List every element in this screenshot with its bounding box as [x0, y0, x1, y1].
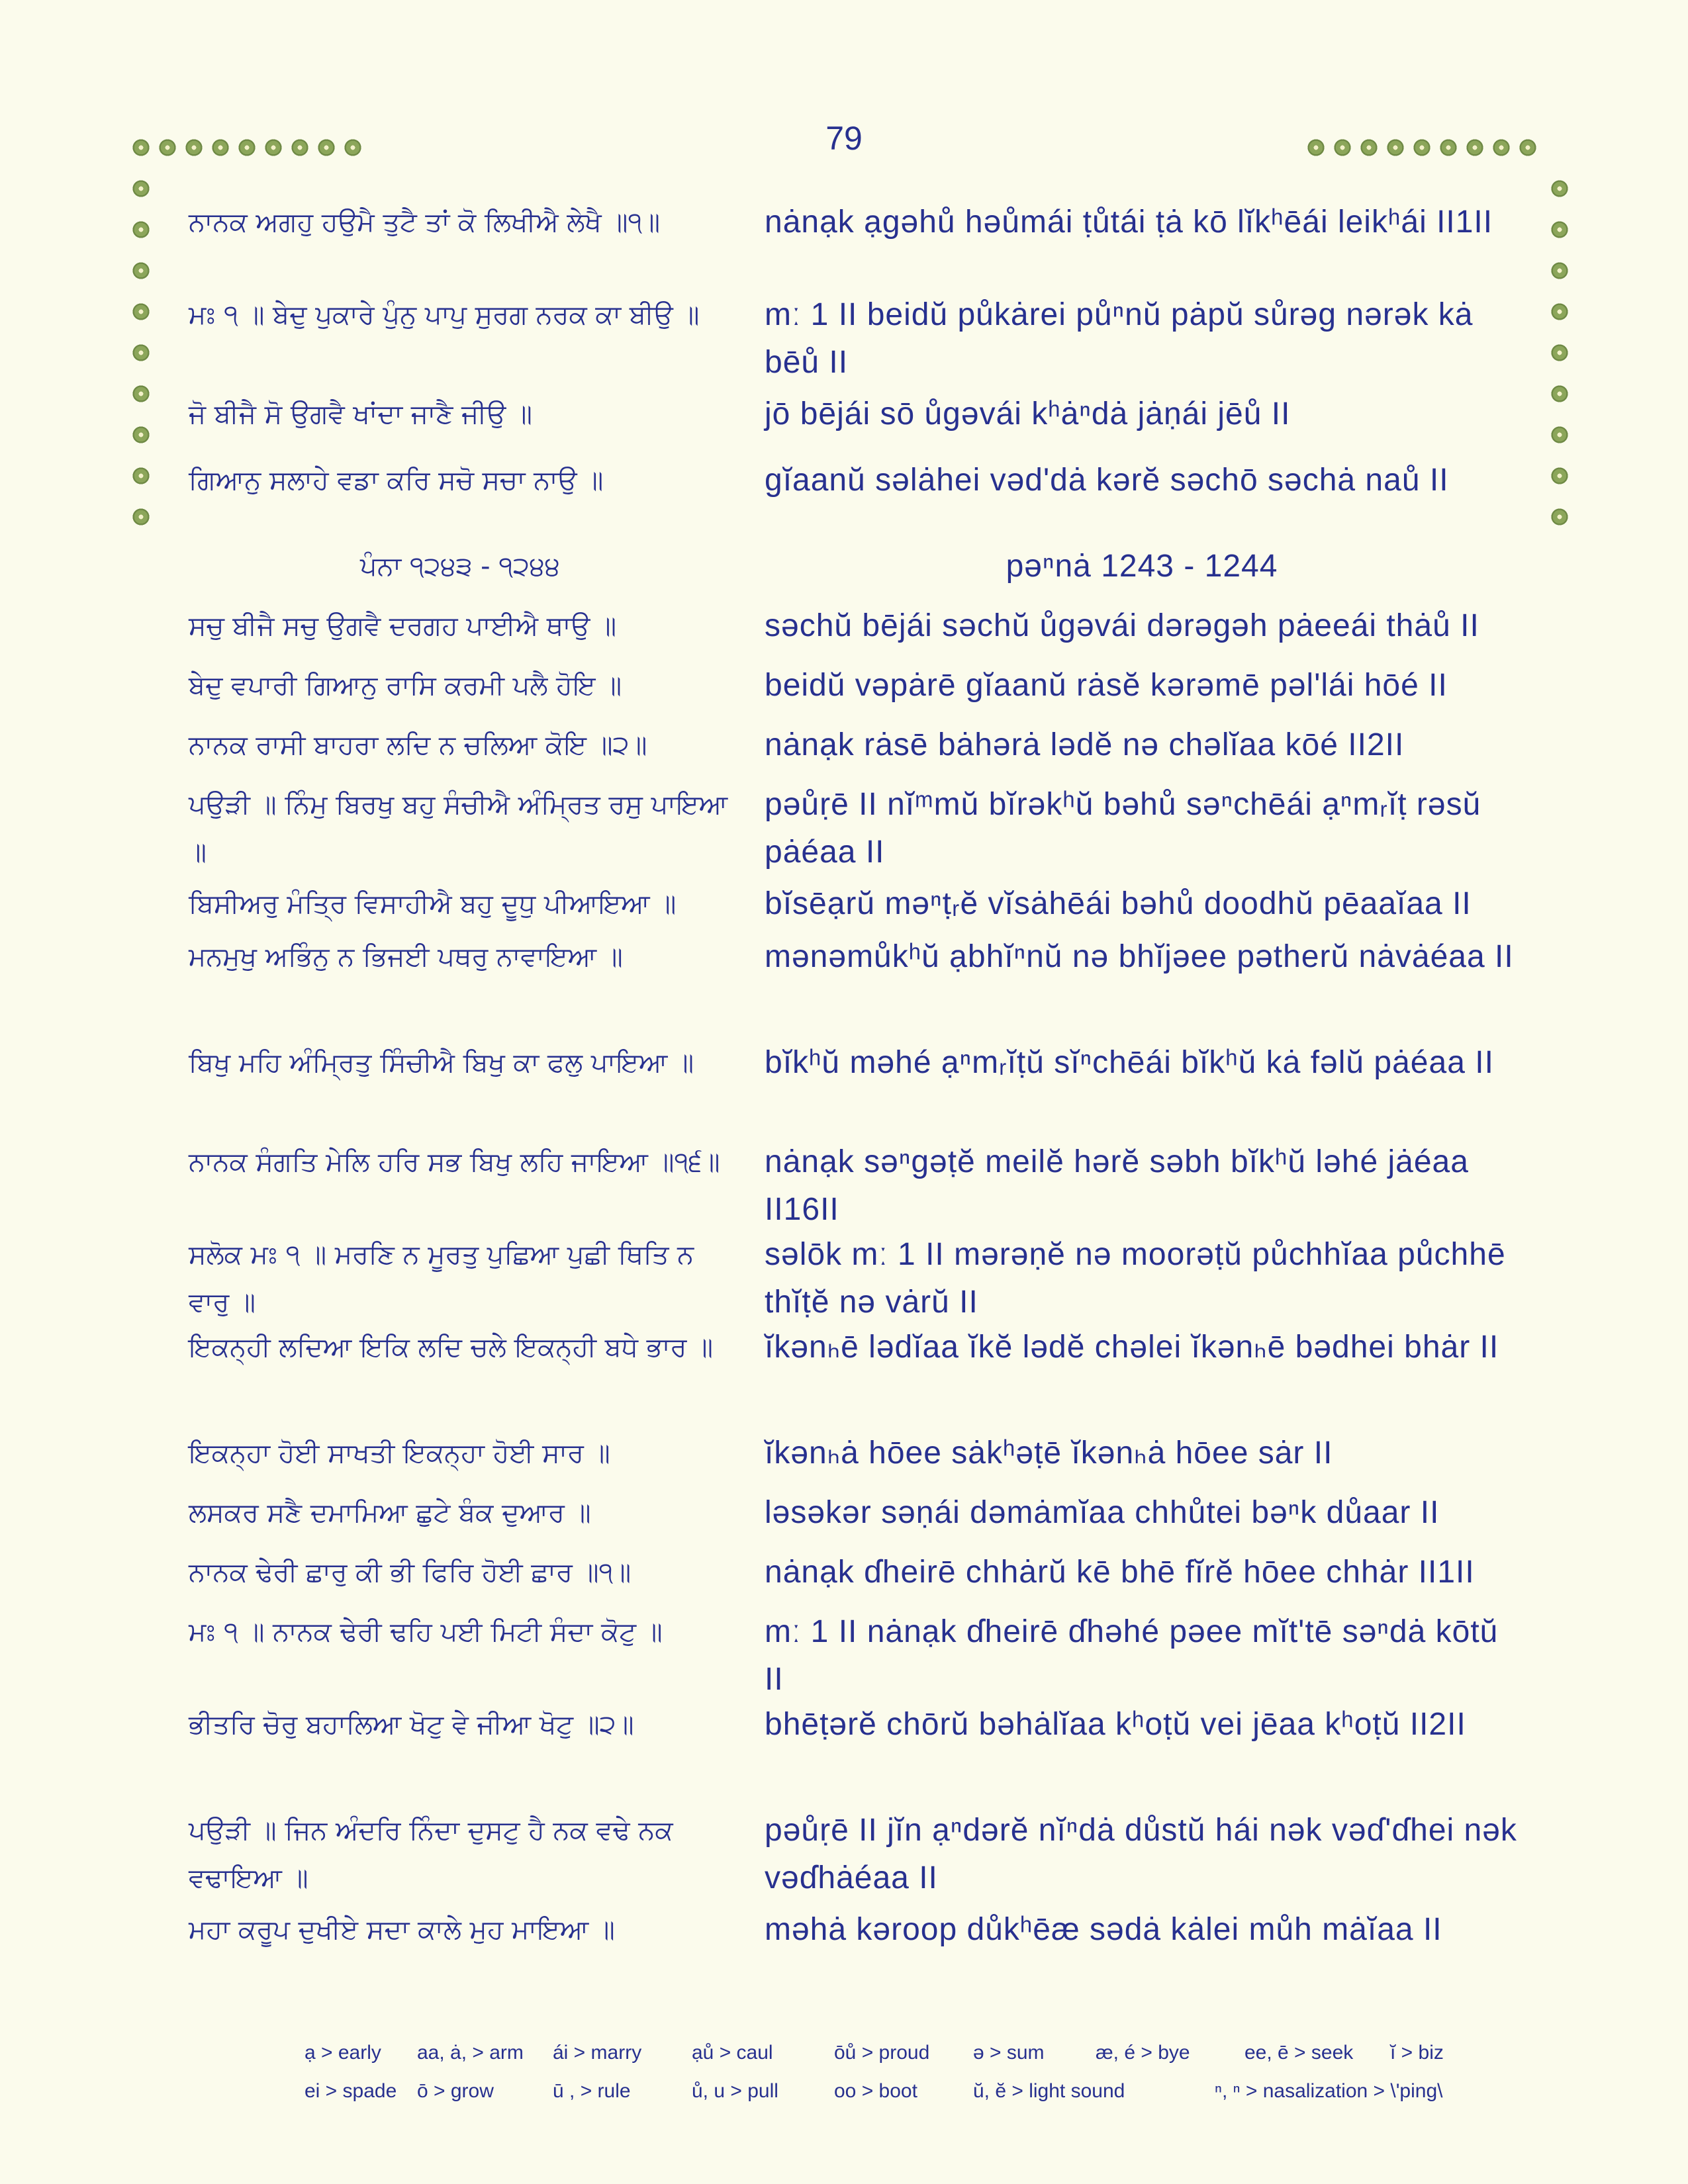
- flower-icon: [265, 139, 282, 156]
- flower-icon: [132, 303, 150, 320]
- flower-icon: [1466, 139, 1483, 156]
- transliteration-line: gĭaanŭ səlȧhei vəd'dȧ kərĕ səchō səchȧ naů II: [765, 463, 1449, 498]
- flower-icon: [159, 139, 176, 156]
- flower-icon: [1551, 221, 1568, 238]
- transliteration-line: pəⁿnȧ 1243 - 1244: [1006, 549, 1278, 584]
- pronunciation-legend: [305, 2042, 1496, 2118]
- transliteration-line: nȧnạk səⁿgəṭĕ meilĕ hərĕ səbh bĭkʰŭ ləhé jȧéaa II16II: [765, 1144, 1469, 1227]
- transliteration-line: mənəmůkʰŭ ạbhĭⁿnŭ nə bhĭjəee pətherŭ nȧvȧéaa II: [765, 939, 1514, 974]
- legend-item: ạů > caul: [692, 2042, 773, 2064]
- legend-item: aa, ȧ, > arm: [417, 2042, 524, 2064]
- gurmukhi-line: ਸਲੋਕ ਮਃ ੧ ॥ ਮਰਣਿ ਨ ਮੂਰਤੁ ਪੁਛਿਆ ਪੁਛੀ ਥਿਤਿ ਨ ਵਾਰੁ ॥: [189, 1240, 694, 1318]
- gurmukhi-line: ਭੀਤਰਿ ਚੋਰੁ ਬਹਾਲਿਆ ਖੋਟੁ ਵੇ ਜੀਆ ਖੋਟੁ ॥੨॥: [189, 1709, 634, 1740]
- flower-icon: [1551, 180, 1568, 197]
- flower-icon: [1360, 139, 1378, 156]
- transliteration-line: bĭkʰŭ məhé ạⁿmᵣĭṭŭ sĭⁿchēái bĭkʰŭ kȧ fəlŭ pȧéaa II: [765, 1045, 1494, 1080]
- gurmukhi-line: ਇਕਨ੍ਹਾ ਹੋਈ ਸਾਖਤੀ ਇਕਨ੍ਹਾ ਹੋਈ ਸਾਰ ॥: [189, 1438, 610, 1469]
- transliteration-line: beidŭ vəpȧrē gĭaanŭ rȧsĕ kərəmē pəl'lái hōé II: [765, 668, 1448, 703]
- gurmukhi-line: ਸਚੁ ਬੀਜੈ ਸਚੁ ਉਗਵੈ ਦਰਗਹ ਪਾਈਐ ਥਾਉ ॥: [189, 611, 617, 641]
- gurmukhi-line: ਬਿਖੁ ਮਹਿ ਅੰਮ੍ਰਿਤੁ ਸਿੰਚੀਐ ਬਿਖੁ ਕਾ ਫਲੁ ਪਾਇਆ ॥: [189, 1048, 694, 1078]
- flower-icon: [1387, 139, 1404, 156]
- flower-icon: [291, 139, 308, 156]
- legend-item: oo > boot: [834, 2080, 917, 2102]
- gurmukhi-line: ਮਃ ੧ ॥ ਬੇਦੁ ਪੁਕਾਰੇ ਪੁੰਨੁ ਪਾਪੁ ਸੁਰਗ ਨਰਕ ਕਾ ਬੀਉ ॥: [189, 300, 700, 330]
- flower-icon: [1307, 139, 1325, 156]
- gurmukhi-line: ਮਃ ੧ ॥ ਨਾਨਕ ਢੇਰੀ ਢਹਿ ਪਈ ਮਿਟੀ ਸੰਦਾ ਕੋਟੁ ॥: [189, 1617, 663, 1647]
- flower-icon: [238, 139, 256, 156]
- legend-item: æ, é > bye: [1096, 2042, 1190, 2064]
- flower-icon: [1551, 467, 1568, 484]
- flower-icon: [1551, 508, 1568, 525]
- flower-icon: [132, 385, 150, 402]
- legend-item: ĭ > biz: [1390, 2042, 1444, 2064]
- legend-item: ạ > early: [305, 2042, 381, 2064]
- flower-icon: [1551, 303, 1568, 320]
- flower-icon: [212, 139, 229, 156]
- transliteration-line: səlōk mː 1 II mərəṇĕ nə moorəṭŭ půchhĭaa půchhē thĭṭĕ nə vȧrŭ II: [765, 1237, 1506, 1320]
- flower-icon: [1493, 139, 1510, 156]
- gurmukhi-line: ਜੋ ਬੀਜੈ ਸੋ ਉਗਵੈ ਖਾਂਦਾ ਜਾਣੈ ਜੀਉ ॥: [189, 399, 532, 430]
- flower-icon: [1551, 426, 1568, 443]
- flower-icon: [1413, 139, 1430, 156]
- gurmukhi-line: ਨਾਨਕ ਸੰਗਤਿ ਮੇਲਿ ਹਰਿ ਸਭ ਬਿਖੁ ਲਹਿ ਜਾਇਆ ॥੧੬॥: [189, 1147, 720, 1177]
- transliteration-line: məhȧ kəroop důkʰēæ sədȧ kȧlei můh mȧĭaa II: [765, 1912, 1442, 1947]
- transliteration-line: mː 1 II nȧnạk ɗheirē ɗhəhé pəee mĭt'tē səⁿdȧ kōtŭ II: [765, 1614, 1499, 1697]
- flower-icon: [132, 426, 150, 443]
- transliteration-line: bĭsēạrŭ məⁿṭᵣĕ vĭsȧhēái bəhů doodhŭ pēaaĭaa II: [765, 886, 1472, 921]
- flower-icon: [132, 508, 150, 525]
- legend-item: ə > sum: [973, 2042, 1045, 2064]
- flower-icon: [1334, 139, 1351, 156]
- gurmukhi-line: ਪਉੜੀ ॥ ਨਿੰਮੁ ਬਿਰਖੁ ਬਹੁ ਸੰਚੀਐ ਅੰਮ੍ਰਿਤ ਰਸੁ ਪਾਇਆ ॥: [189, 790, 728, 868]
- legend-item: ū , > rule: [553, 2080, 631, 2102]
- gurmukhi-line: ਬੇਦੁ ਵਪਾਰੀ ਗਿਆਨੁ ਰਾਸਿ ਕਰਮੀ ਪਲੈ ਹੋਇ ॥: [189, 670, 622, 701]
- legend-item: ái > marry: [553, 2042, 642, 2064]
- flower-icon: [185, 139, 203, 156]
- legend-item: ⁿ, ⁿ > nasalization > \'ping\: [1215, 2080, 1443, 2102]
- legend-item: ŭ, ĕ > light sound: [973, 2080, 1125, 2102]
- legend-item: ů, u > pull: [692, 2080, 778, 2102]
- flower-icon: [132, 221, 150, 238]
- legend-item: ō > grow: [417, 2080, 494, 2102]
- gurmukhi-line: ਨਾਨਕ ਢੇਰੀ ਛਾਰੁ ਕੀ ਭੀ ਫਿਰਿ ਹੋਈ ਛਾਰ ॥੧॥: [189, 1557, 632, 1588]
- transliteration-line: jō bējái sō ůgəvái kʰȧⁿdȧ jȧṇái jēů II: [765, 396, 1291, 432]
- gurmukhi-line: ਗਿਆਨੁ ਸਲਾਹੇ ਵਡਾ ਕਰਿ ਸਚੋ ਸਚਾ ਨਾਉ ॥: [189, 465, 604, 496]
- transliteration-line: ĭkənₕē lədĭaa ĭkĕ lədĕ chəlei ĭkənₕē bədhei bhȧr II: [765, 1330, 1499, 1365]
- legend-item: ōů > proud: [834, 2042, 930, 2064]
- transliteration-line: mː 1 II beidŭ půkȧrei půⁿnŭ pȧpŭ sůrəg nərək kȧ bēů II: [765, 297, 1474, 380]
- flower-icon: [132, 467, 150, 484]
- legend-row: [305, 2080, 1496, 2118]
- legend-item: ee, ē > seek: [1244, 2042, 1354, 2064]
- gurmukhi-line: ਨਾਨਕ ਅਗਹੁ ਹਉਮੈ ਤੁਟੈ ਤਾਂ ਕੋ ਲਿਖੀਐ ਲੇਖੈ ॥੧॥: [189, 207, 661, 238]
- transliteration-line: pəůṛē II jĭn ạⁿdərĕ nĭⁿdȧ důstŭ hái nək vəɗ'ɗhei nək vəɗhȧéaa II: [765, 1813, 1517, 1895]
- flower-icon: [318, 139, 335, 156]
- legend-row: [305, 2042, 1496, 2080]
- flower-icon: [132, 180, 150, 197]
- gurmukhi-line: ਪਉੜੀ ॥ ਜਿਨ ਅੰਦਰਿ ਨਿੰਦਾ ਦੁਸਟੁ ਹੈ ਨਕ ਵਢੇ ਨਕ ਵਢਾਇਆ ॥: [189, 1815, 673, 1893]
- gurmukhi-line: ਲਸਕਰ ਸਣੈ ਦਮਾਮਿਆ ਛੁਟੇ ਬੰਕ ਦੁਆਰ ॥: [189, 1498, 591, 1528]
- transliteration-line: ləsəkər səṇái dəmȧmĭaa chhůtei bəⁿk důaar II: [765, 1495, 1440, 1530]
- flower-icon: [1551, 385, 1568, 402]
- flower-icon: [1551, 344, 1568, 361]
- transliteration-line: bhēṭərĕ chōrŭ bəhȧlĭaa kʰoṭŭ vei jēaa kʰoṭŭ II2II: [765, 1707, 1466, 1742]
- gurmukhi-line: ਬਿਸੀਅਰੁ ਮੰਤ੍ਰਿ ਵਿਸਾਹੀਐ ਬਹੁ ਦੂਧੁ ਪੀਆਇਆ ॥: [189, 889, 677, 919]
- gurmukhi-line: ਇਕਨ੍ਹੀ ਲਦਿਆ ਇਕਿ ਲਦਿ ਚਲੇ ਇਕਨ੍ਹੀ ਬਧੇ ਭਾਰ ॥: [189, 1332, 714, 1363]
- transliteration-line: nȧnạk ạgəhů həůmái ṭůtái ṭȧ kō lĭkʰēái leikʰái II1II: [765, 205, 1493, 240]
- transliteration-line: nȧnạk ɗheirē chhȧrŭ kē bhē fĭrĕ hōee chhȧr II1II: [765, 1555, 1475, 1590]
- gurmukhi-line: ਮਨਮੁਖੁ ਅਭਿੰਨੁ ਨ ਭਿਜਈ ਪਥਰੁ ਨਾਵਾਇਆ ॥: [189, 942, 623, 972]
- transliteration-line: nȧnạk rȧsē bȧhərȧ lədĕ nə chəlĭaa kōé II2II: [765, 727, 1405, 762]
- flower-icon: [132, 139, 150, 156]
- transliteration-line: səchŭ bējái səchŭ ůgəvái dərəgəh pȧeeái thȧů II: [765, 608, 1479, 643]
- flower-icon: [132, 344, 150, 361]
- page-number: 79: [825, 120, 863, 157]
- gurmukhi-line: ਪੰਨਾ ੧੨੪੩ - ੧੨੪੪: [359, 551, 561, 582]
- gurmukhi-line: ਮਹਾ ਕਰੂਪ ਦੁਖੀਏ ਸਦਾ ਕਾਲੇ ਮੁਹ ਮਾਇਆ ॥: [189, 1915, 615, 1945]
- transliteration-line: ĭkənₕȧ hōee sȧkʰəṭē ĭkənₕȧ hōee sȧr II: [765, 1435, 1333, 1471]
- flower-icon: [1519, 139, 1536, 156]
- gurmukhi-line: ਨਾਨਕ ਰਾਸੀ ਬਾਹਰਾ ਲਦਿ ਨ ਚਲਿਆ ਕੋਇ ॥੨॥: [189, 730, 647, 760]
- flower-icon: [1551, 262, 1568, 279]
- legend-item: ei > spade: [305, 2080, 397, 2102]
- flower-icon: [1440, 139, 1457, 156]
- flower-icon: [132, 262, 150, 279]
- flower-icon: [344, 139, 361, 156]
- transliteration-line: pəůṛē II nĭᵐmŭ bĭrəkʰŭ bəhů səⁿchēái ạⁿmᵣĭṭ rəsŭ pȧéaa II: [765, 787, 1481, 870]
